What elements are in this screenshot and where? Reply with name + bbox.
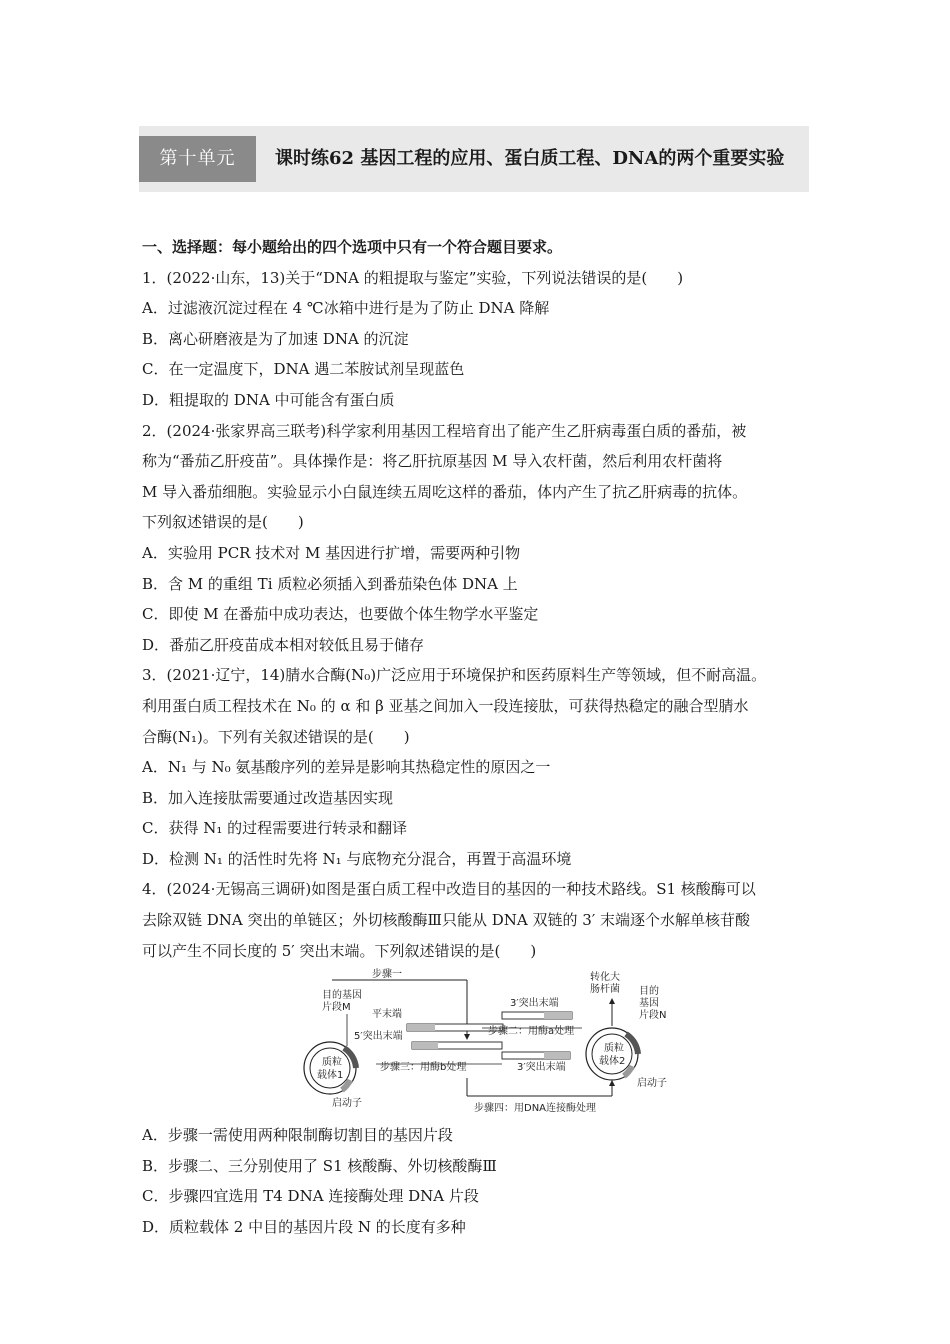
question-1-option-b: B．离心研磨液是为了加速 DNA 的沉淀 <box>142 329 409 348</box>
gene-m-label: 目的基因 <box>322 990 362 1002</box>
question-3-option-a: A．N₁ 与 N₀ 氨基酸序列的差异是影响其热稳定性的原因之一 <box>142 758 551 777</box>
question-3-option-b: B．加入连接肽需要通过改造基因实现 <box>142 788 394 807</box>
question-4-option-b: B．步骤二、三分别使用了 S1 核酸酶、外切核酸酶Ⅲ <box>142 1156 497 1175</box>
question-2-stem-line: 2．(2024·张家界高三联考)科学家利用基因工程培育出了能产生乙肝病毒蛋白质的番茄，被 <box>142 421 747 440</box>
promoter-2-label: 启动子 <box>637 1078 667 1090</box>
plasmid-2-label: 质粒 <box>604 1043 624 1055</box>
plasmid-1-label: 载体1 <box>317 1070 344 1082</box>
arrow-icon <box>609 998 615 1004</box>
blunt-end-label: 平末端 <box>372 1009 402 1021</box>
question-2-option-c: C．即使 M 在番茄中成功表达，也要做个体生物学水平鉴定 <box>142 605 539 624</box>
gene-n-label: 基因 <box>639 998 659 1010</box>
step4-label: 步骤四：用DNA连接酶处理 <box>474 1103 597 1115</box>
transform-label: 转化大 <box>590 972 620 984</box>
question-3-stem-line: 利用蛋白质工程技术在 N₀ 的 α 和 β 亚基之间加入一段连接肽，可获得热稳定的融合型腈水 <box>142 696 749 715</box>
question-3-stem-line: 3．(2021·辽宁，14)腈水合酶(N₀)广泛应用于环境保护和医药原料生产等领域，但不耐高温。 <box>142 666 767 685</box>
promoter-2-segment <box>624 1066 632 1076</box>
exercise-content <box>142 232 810 1243</box>
question-2-option-b: B．含 M 的重组 Ti 质粒必须插入到番茄染色体 DNA 上 <box>142 574 518 593</box>
question-4-stem-line: 4．(2024·无锡高三调研)如图是蛋白质工程中改造目的基因的一种技术路线。S1 核酸酶可以 <box>142 880 756 899</box>
question-4-figure <box>142 968 810 1116</box>
question-4-option-c: C．步骤四宜选用 T4 DNA 连接酶处理 DNA 片段 <box>142 1187 479 1206</box>
step1-label: 步骤一 <box>372 969 402 981</box>
step3-label: 步骤三：用酶b处理 <box>380 1062 467 1074</box>
five-prime-end-label: 5′突出末端 <box>354 1031 403 1043</box>
question-1-option-a: A．过滤液沉淀过程在 4 ℃冰箱中进行是为了防止 DNA 降解 <box>142 299 550 318</box>
three-prime-end-label: 3′突出末端 <box>517 1062 566 1074</box>
question-4-stem-line: 去除双链 DNA 突出的单链区；外切核酸酶Ⅲ只能从 DNA 双链的 3′ 末端逐个水解单核苷酸 <box>142 911 750 930</box>
unit-label: 第十单元 <box>139 136 256 182</box>
question-3-stem-line: 合酶(N₁)。下列有关叙述错误的是( ) <box>142 727 410 746</box>
question-4-stem-line: 可以产生不同长度的 5′ 突出末端。下列叙述错误的是( ) <box>142 941 537 960</box>
question-4-option-d: D．质粒载体 2 中目的基因片段 N 的长度有多种 <box>142 1218 466 1237</box>
transform-label: 肠杆菌 <box>590 984 620 996</box>
dna-fragment-shade <box>412 1042 438 1049</box>
gene-n-label: 片段N <box>639 1010 667 1022</box>
plasmid-1-label: 质粒 <box>322 1057 342 1069</box>
dna-fragment-shade <box>544 1052 570 1059</box>
arrow-icon <box>464 1034 470 1040</box>
question-2-option-a: A．实验用 PCR 技术对 M 基因进行扩增，需要两种引物 <box>142 543 521 562</box>
plasmid-1-ring <box>310 1048 350 1088</box>
plasmid-2-ring <box>592 1034 632 1074</box>
question-3-option-d: D．检测 N₁ 的活性时先将 N₁ 与底物充分混合，再置于高温环境 <box>142 849 572 868</box>
page-header <box>139 126 809 192</box>
section-title: 一、选择题：每小题给出的四个选项中只有一个符合题目要求。 <box>142 238 563 256</box>
step2-label: 步骤二：用酶a处理 <box>488 1026 575 1038</box>
question-4-option-a: A．步骤一需使用两种限制酶切割目的基因片段 <box>142 1126 453 1145</box>
question-1-stem: 1．(2022·山东，13)关于“DNA 的粗提取与鉴定”实验，下列说法错误的是( ) <box>142 268 684 287</box>
gene-m-label: 片段M <box>322 1002 351 1014</box>
question-2-stem-line: 称为“番茄乙肝疫苗”。具体操作是：将乙肝抗原基因 M 导入农杆菌，然后利用农杆菌将 <box>142 452 723 471</box>
plasmid-2-label: 载体2 <box>599 1056 626 1068</box>
dna-fragment-shade <box>407 1024 435 1031</box>
question-2-stem-line: 下列叙述错误的是( ) <box>142 513 304 532</box>
question-1-option-d: D．粗提取的 DNA 中可能含有蛋白质 <box>142 390 395 409</box>
three-prime-end-label: 3′突出末端 <box>510 998 559 1010</box>
promoter-1-segment <box>342 1080 350 1090</box>
question-2-stem-line: M 导入番茄细胞。实验显示小白鼠连续五周吃这样的番茄，体内产生了抗乙肝病毒的抗体。 <box>142 482 748 501</box>
lesson-title: 课时练62 基因工程的应用、蛋白质工程、DNA的两个重要实验 <box>275 148 785 169</box>
promoter-1-label: 启动子 <box>332 1098 362 1110</box>
question-2-option-d: D．番茄乙肝疫苗成本相对较低且易于储存 <box>142 635 425 654</box>
dna-fragment-shade <box>544 1012 572 1019</box>
question-1-option-c: C．在一定温度下，DNA 遇二苯胺试剂呈现蓝色 <box>142 360 465 379</box>
gene-n-label: 目的 <box>639 986 659 998</box>
question-3-option-c: C．获得 N₁ 的过程需要进行转录和翻译 <box>142 819 408 838</box>
arrow-icon <box>609 1080 615 1086</box>
